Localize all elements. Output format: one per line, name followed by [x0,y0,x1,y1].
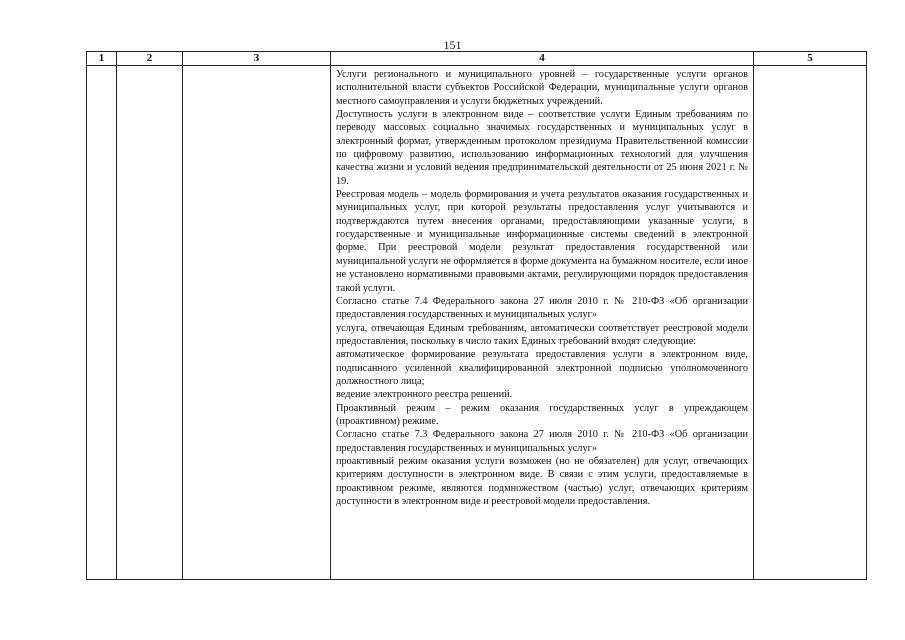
cell-col-4 [331,66,754,580]
document-table [86,51,867,580]
paragraph-proactive-subset: проактивный режим оказания услуги возможен (но не обязателен) для услуг, отвечающих критериям доступности в электронном виде. В связи с этим услуги, предоставляемые в проактивном режиме, являются подмножеством (частью) услуг, отвечающих критериям доступности в электронном виде и реестровой модели предоставления. [336,455,748,507]
column-header-1: 1 [87,52,117,66]
column-header-4: 4 [331,52,754,66]
cell-col-2 [117,66,183,580]
column-header-5: 5 [754,52,867,66]
column-header-3: 3 [183,52,331,66]
paragraph-auto-result: автоматическое формирование результата предоставления услуги в электронном виде, подписанного усиленной квалифицированной электронной подписью уполномоченного должностного лица; [336,349,748,387]
paragraph-registry-model: Реестровая модель – модель формирования и учета результатов оказания государственных и муниципальных услуг, при которой результаты предоставления услуг учитываются и подтверждаются путем внесения органами, предоставляющими указанные услуги, в государственные и муниципальные информационные системы сведений в электронной форме. При реестровой модели результат предоставления государственной или муниципальной услуги не оформляется в форме документа на бумажном носителе, если иное не установлено нормативными правовыми актами, регулирующими порядок предоставления такой услуги. [336,189,748,294]
paragraph-unified-requirements: услуга, отвечающая Единым требованиям, автоматически соответствует реестровой модели предоставления, поскольку в число таких Единых требований входят следующие: [336,322,748,347]
header-row [87,52,867,66]
page-number: 151 [443,38,462,52]
paragraph-article-7-4: Согласно статье 7.4 Федерального закона 27 июля 2010 г. № 210-ФЗ «Об организации предоставления государственных и муниципальных услуг» [336,295,748,321]
column-header-2: 2 [117,52,183,66]
paragraph-proactive-mode: Проактивный режим – режим оказания государственных услуг в упреждающем (проактивном) режиме. [336,402,748,427]
paragraph-electronic-availability: Доступность услуги в электронном виде – соответствие услуги Единым требованиям по переводу массовых социально значимых государственных и муниципальных услуг в электронный формат, утвержденным протоколом президиума Правительственной комиссии по цифровому развитию, использованию информационных технологий для улучшения качества жизни и условий ведения предпринимательской деятельности от 25 июня 2021 г. № 19. [336,109,748,187]
cell-col-3 [183,66,331,580]
paragraph-regional-services: Услуги регионального и муниципального уровней – государственные услуги органов исполнительной власти субъектов Российской Федерации, муниципальные услуги органов местного самоуправления и услуги бюджетных учреждений. [336,69,748,107]
content-row [87,66,867,580]
cell-col-1 [87,66,117,580]
paragraph-decision-registry: ведение электронного реестра решений. [336,389,513,401]
paragraph-article-7-3: Согласно статье 7.3 Федерального закона 27 июля 2010 г. № 210-ФЗ «Об организации предоставления государственных и муниципальных услуг» [336,429,748,454]
cell-col-5 [754,66,867,580]
